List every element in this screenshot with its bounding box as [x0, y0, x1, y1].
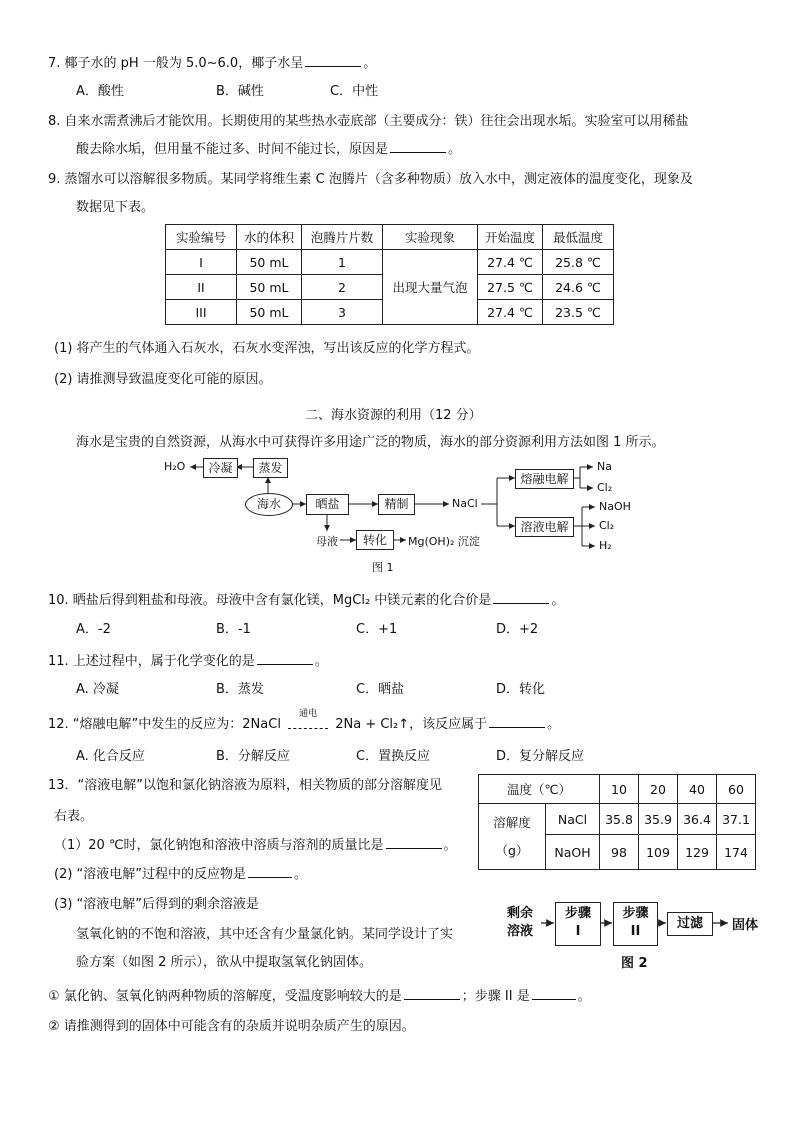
q12-stem: 12. “熔融电解”中发生的反应为：2NaCl 通电 2Na + Cl₂↑，该反应属于 。 — [48, 713, 560, 732]
header-cell: 实验编号 — [166, 225, 237, 250]
fig1-mgoh2: Mg(OH)₂ 沉淀 — [408, 535, 480, 548]
table-row — [479, 804, 756, 835]
q13-c1-blank-b[interactable] — [532, 987, 576, 1000]
cell-count: 1 — [302, 250, 383, 275]
q8-line1: 8. 自来水需煮沸后才能饮用。长期使用的某些热水壶底部（主要成分：铁）往往会出现水垢。实验室可以用稀盐 — [48, 114, 689, 129]
nacl-value: 37.1 — [717, 804, 756, 835]
fig1-naoh: NaOH — [599, 500, 631, 513]
q10-answer-blank[interactable] — [493, 591, 549, 604]
q10-stem: 10. 晒盐后得到粗盐和母液。母液中含有氯化镁，MgCl₂ 中镁元素的化合价是 。 — [48, 593, 565, 608]
q13-sub2-blank[interactable] — [248, 865, 292, 878]
q13-sub1: （1）20 ℃时，氯化钠饱和溶液中溶质与溶剂的质量比是 。 — [54, 838, 457, 853]
naoh-name: NaOH — [546, 835, 600, 870]
q9-sub2: (2) 请推测导致温度变化可能的原因。 — [54, 372, 272, 387]
cell-start-temp: 27.4 ℃ — [478, 250, 543, 275]
temp-label: 温度（℃） — [479, 775, 600, 804]
q9-sub1: (1) 将产生的气体通入石灰水，石灰水变浑浊，写出该反应的化学方程式。 — [54, 341, 480, 356]
fig1-h2o: H₂O — [164, 460, 186, 473]
naoh-value: 174 — [717, 835, 756, 870]
header-cell: 实验现象 — [383, 225, 478, 250]
fig1-evaporate-box: 蒸发 — [253, 458, 288, 478]
fig1-seawater-oval: 海水 — [245, 493, 293, 516]
q12-option-d[interactable]: D．复分解反应 — [496, 749, 585, 764]
fig1-convert-box: 转化 — [356, 530, 394, 550]
naoh-value: 129 — [678, 835, 717, 870]
fig1-na: Na — [597, 460, 612, 473]
cell-phenomenon: 出现大量气泡 — [383, 250, 478, 325]
solubility-label: 溶解度 （g） — [479, 804, 546, 870]
q13-c1-blank-a[interactable] — [404, 987, 460, 1000]
q8-line2: 酸去除水垢，但用量不能过多、时间不能过长，原因是 。 — [76, 142, 462, 157]
fig1-cl2-a: Cl₂ — [597, 481, 613, 494]
q13-sub3-a: (3) “溶液电解”后得到的剩余溶液是 — [54, 897, 260, 912]
cell-id: I — [166, 250, 237, 275]
header-cell: 泡腾片片数 — [302, 225, 383, 250]
q12-answer-blank[interactable] — [489, 715, 545, 728]
q10-option-d[interactable]: D．+2 — [496, 622, 539, 637]
cell-volume: 50 mL — [237, 250, 302, 275]
temp-40: 40 — [678, 775, 717, 804]
cell-id: III — [166, 300, 237, 325]
fig2-solid: 固体 — [732, 918, 759, 933]
q12-option-b[interactable]: B．分解反应 — [216, 749, 290, 764]
naoh-value: 98 — [600, 835, 639, 870]
fig2-step1-box: 步骤 I — [555, 902, 601, 946]
cell-volume: 50 mL — [237, 300, 302, 325]
cell-min-temp: 24.6 ℃ — [543, 275, 614, 300]
q13-sub2: (2) “溶液电解”过程中的反应物是 。 — [54, 867, 308, 882]
cell-start-temp: 27.5 ℃ — [478, 275, 543, 300]
naoh-value: 109 — [639, 835, 678, 870]
table-row — [479, 775, 756, 804]
temp-60: 60 — [717, 775, 756, 804]
cell-count: 2 — [302, 275, 383, 300]
cell-min-temp: 23.5 ℃ — [543, 300, 614, 325]
fig1-caption: 图 1 — [372, 561, 394, 574]
section-intro: 海水是宝贵的自然资源，从海水中可获得许多用途广泛的物质，海水的部分资源利用方法如图 1 所示。 — [76, 435, 665, 450]
q13-line2: 右表。 — [54, 809, 94, 824]
nacl-name: NaCl — [546, 804, 600, 835]
q13-sub1-blank[interactable] — [386, 836, 442, 849]
solubility-table — [478, 774, 756, 870]
q9-line2: 数据见下表。 — [76, 200, 155, 215]
fig1-salt-box: 晒盐 — [306, 494, 349, 515]
q13-line1: 13．“溶液电解”以饱和氯化钠溶液为原料，相关物质的部分溶解度见 — [48, 778, 443, 793]
fig2-caption: 图 2 — [621, 956, 648, 971]
fig1-cl2-b: Cl₂ — [599, 519, 615, 532]
q9-line1: 9. 蒸馏水可以溶解很多物质。某同学将维生素 C 泡腾片（含多种物质）放入水中，测定液体的温度变化，现象及 — [48, 172, 693, 187]
fig1-solution-elec-box: 溶液电解 — [515, 517, 574, 537]
q12-option-c[interactable]: C．置换反应 — [356, 749, 431, 764]
header-cell: 水的体积 — [237, 225, 302, 250]
q11-option-c[interactable]: C．晒盐 — [356, 682, 405, 697]
cell-volume: 50 mL — [237, 275, 302, 300]
q11-answer-blank[interactable] — [257, 652, 313, 665]
q10-option-b[interactable]: B．-1 — [216, 622, 251, 637]
q11-stem: 11. 上述过程中，属于化学变化的是 。 — [48, 654, 328, 669]
q12-condition-arrow — [285, 709, 331, 732]
cell-id: II — [166, 275, 237, 300]
fig2-step2-box: 步骤 II — [613, 902, 658, 946]
fig2-filter-box: 过滤 — [667, 912, 713, 936]
header-cell: 最低温度 — [543, 225, 614, 250]
section-title: 二、海水资源的利用（12 分） — [305, 408, 482, 423]
q13-sub3-b: 氢氧化钠的不饱和溶液，其中还含有少量氯化钠。某同学设计了实 — [76, 927, 454, 942]
fig2-remaining-solution: 剩余 溶液 — [507, 906, 534, 939]
temp-10: 10 — [600, 775, 639, 804]
temp-20: 20 — [639, 775, 678, 804]
nacl-value: 35.9 — [639, 804, 678, 835]
q10-option-c[interactable]: C．+1 — [356, 622, 398, 637]
q7-option-c[interactable]: C．中性 — [330, 84, 379, 99]
q7-stem: 7. 椰子水的 pH 一般为 5.0~6.0，椰子水呈 。 — [48, 56, 377, 71]
fig1-melt-elec-box: 熔融电解 — [515, 469, 574, 489]
cell-min-temp: 25.8 ℃ — [543, 250, 614, 275]
q10-option-a[interactable]: A．-2 — [76, 622, 111, 637]
q12-option-a[interactable]: A. 化合反应 — [76, 749, 145, 764]
q11-option-a[interactable]: A. 冷凝 — [76, 682, 119, 697]
cell-start-temp: 27.4 ℃ — [478, 300, 543, 325]
q13-sub3-c: 验方案（如图 2 所示），欲从中提取氢氧化钠固体。 — [76, 955, 373, 970]
fig1-condense-box: 冷凝 — [203, 458, 238, 478]
fig1-mother-liquor: 母液 — [316, 535, 338, 548]
fig1-h2: H₂ — [599, 539, 612, 552]
q11-option-b[interactable]: B．蒸发 — [216, 682, 264, 697]
q13-c1: ① 氯化钠、氢氧化钠两种物质的溶解度，受温度影响较大的是 ；步骤 II 是 。 — [48, 989, 591, 1004]
nacl-value: 36.4 — [678, 804, 717, 835]
q13-c2: ② 请推测得到的固体中可能含有的杂质并说明杂质产生的原因。 — [48, 1019, 415, 1034]
q12-condition: 通电 — [299, 709, 318, 719]
nacl-value: 35.8 — [600, 804, 639, 835]
cell-count: 3 — [302, 300, 383, 325]
q7-option-a[interactable]: A．酸性 — [76, 84, 124, 99]
q11-option-d[interactable]: D．转化 — [496, 682, 546, 697]
fig1-refine-box: 精制 — [378, 494, 415, 515]
q7-option-b[interactable]: B．碱性 — [216, 84, 264, 99]
fig1-nacl: NaCl — [452, 497, 478, 510]
header-cell: 开始温度 — [478, 225, 543, 250]
